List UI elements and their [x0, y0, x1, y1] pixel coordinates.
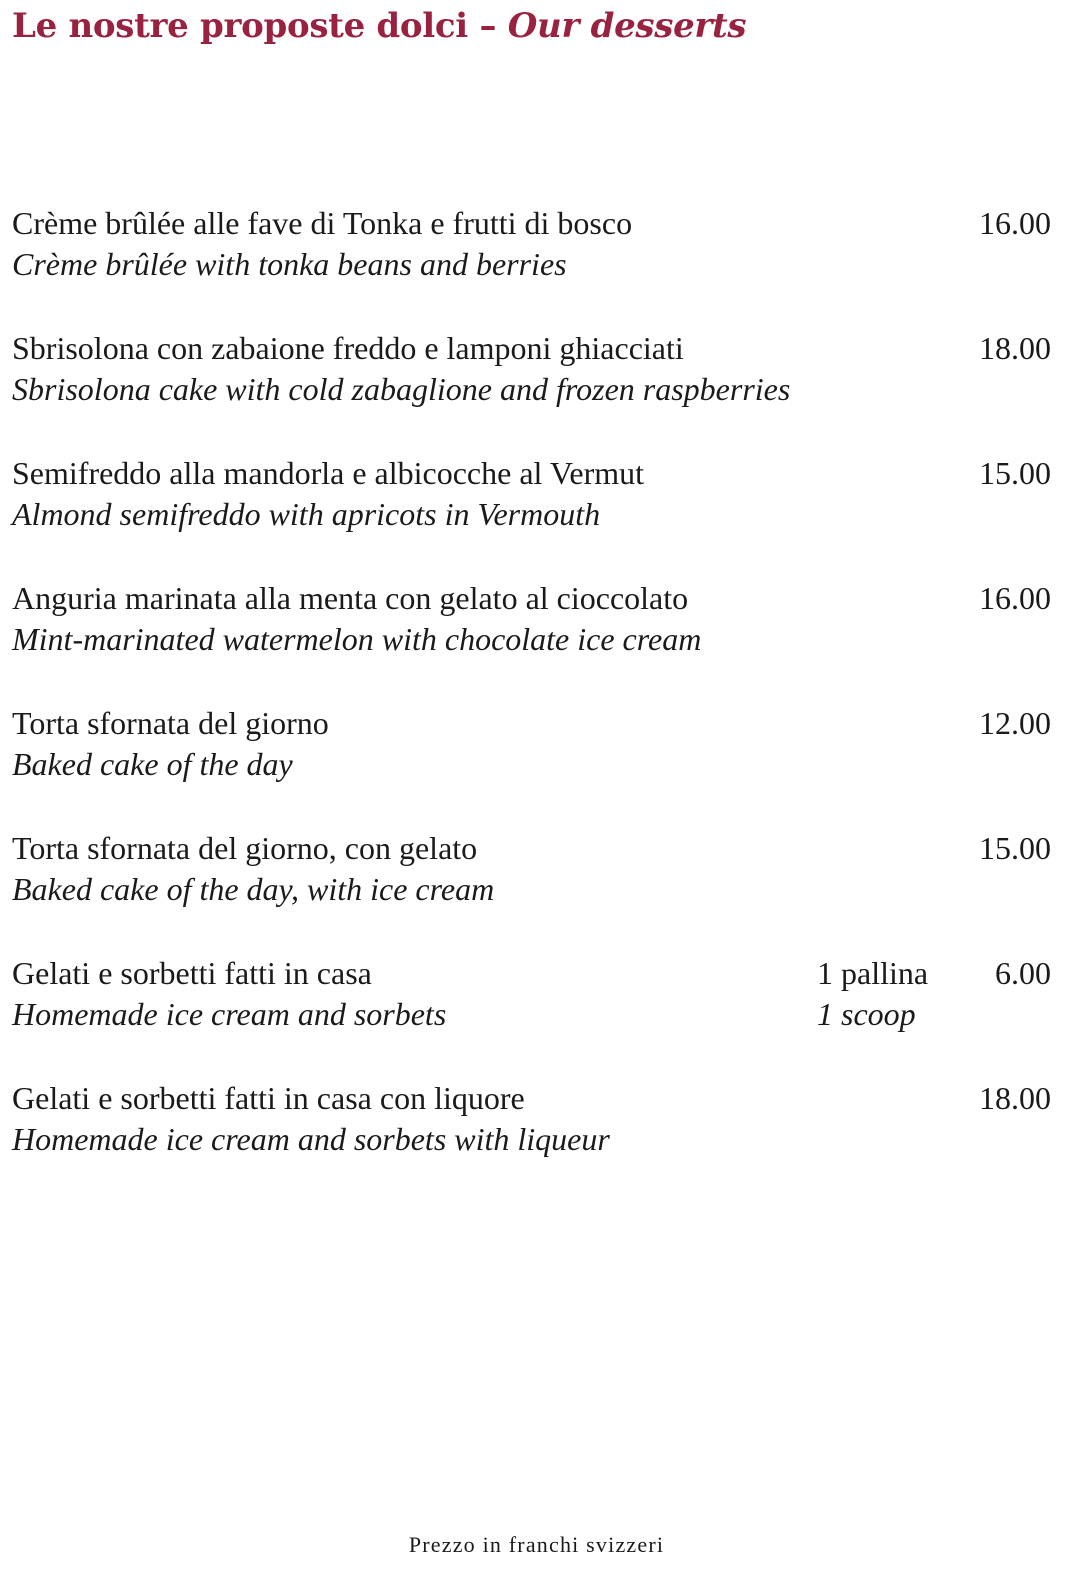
item-price: 6.00	[995, 955, 1051, 991]
menu-item-creme-brulee	[0, 200, 1073, 325]
item-portion-english: 1 scoop	[817, 996, 916, 1032]
item-name-english: Sbrisolona cake with cold zabaglione and frozen raspberries	[12, 371, 791, 407]
item-name-english: Almond semifreddo with apricots in Vermouth	[12, 496, 601, 532]
item-name-italian: Crème brûlée alle fave di Tonka e frutti di bosco	[12, 205, 633, 241]
item-price: 16.00	[979, 205, 1051, 241]
menu-item-sbrisolona	[0, 325, 1073, 450]
item-price: 18.00	[979, 1080, 1051, 1116]
page-title	[12, 6, 746, 46]
item-name-italian: Sbrisolona con zabaione freddo e lamponi ghiacciati	[12, 330, 684, 366]
item-price: 16.00	[979, 580, 1051, 616]
menu-item-torta-del-giorno	[0, 700, 1073, 825]
currency-note: Prezzo in franchi svizzeri	[408, 1532, 665, 1557]
item-price: 18.00	[979, 330, 1051, 366]
item-name-english: Homemade ice cream and sorbets	[12, 996, 447, 1032]
menu-item-gelati-con-liquore	[0, 1075, 1073, 1200]
item-name-italian: Semifreddo alla mandorla e albicocche al Vermut	[12, 455, 645, 491]
item-price: 15.00	[979, 830, 1051, 866]
menu-item-gelati-sorbetti	[0, 950, 1073, 1075]
item-portion-italian: 1 pallina	[817, 955, 929, 991]
menu-item-torta-con-gelato	[0, 825, 1073, 950]
item-name-english: Baked cake of the day	[12, 746, 293, 782]
item-name-italian: Torta sfornata del giorno	[12, 705, 329, 741]
item-name-english: Crème brûlée with tonka beans and berries	[12, 246, 567, 282]
menu-item-semifreddo	[0, 450, 1073, 575]
item-name-italian: Gelati e sorbetti fatti in casa con liquore	[12, 1080, 525, 1116]
item-price: 12.00	[979, 705, 1051, 741]
page-title-english: Our desserts	[507, 6, 747, 46]
item-name-italian: Anguria marinata alla menta con gelato al cioccolato	[12, 580, 689, 616]
item-name-english: Homemade ice cream and sorbets with liqueur	[12, 1121, 610, 1157]
item-name-english: Mint-marinated watermelon with chocolate ice cream	[12, 621, 702, 657]
menu-item-anguria	[0, 575, 1073, 700]
item-name-italian: Torta sfornata del giorno, con gelato	[12, 830, 478, 866]
item-name-english: Baked cake of the day, with ice cream	[12, 871, 495, 907]
page-title-italian: Le nostre proposte dolci –	[12, 6, 508, 46]
item-price: 15.00	[979, 455, 1051, 491]
dessert-menu-list	[0, 200, 1073, 1200]
item-name-italian: Gelati e sorbetti fatti in casa	[12, 955, 372, 991]
